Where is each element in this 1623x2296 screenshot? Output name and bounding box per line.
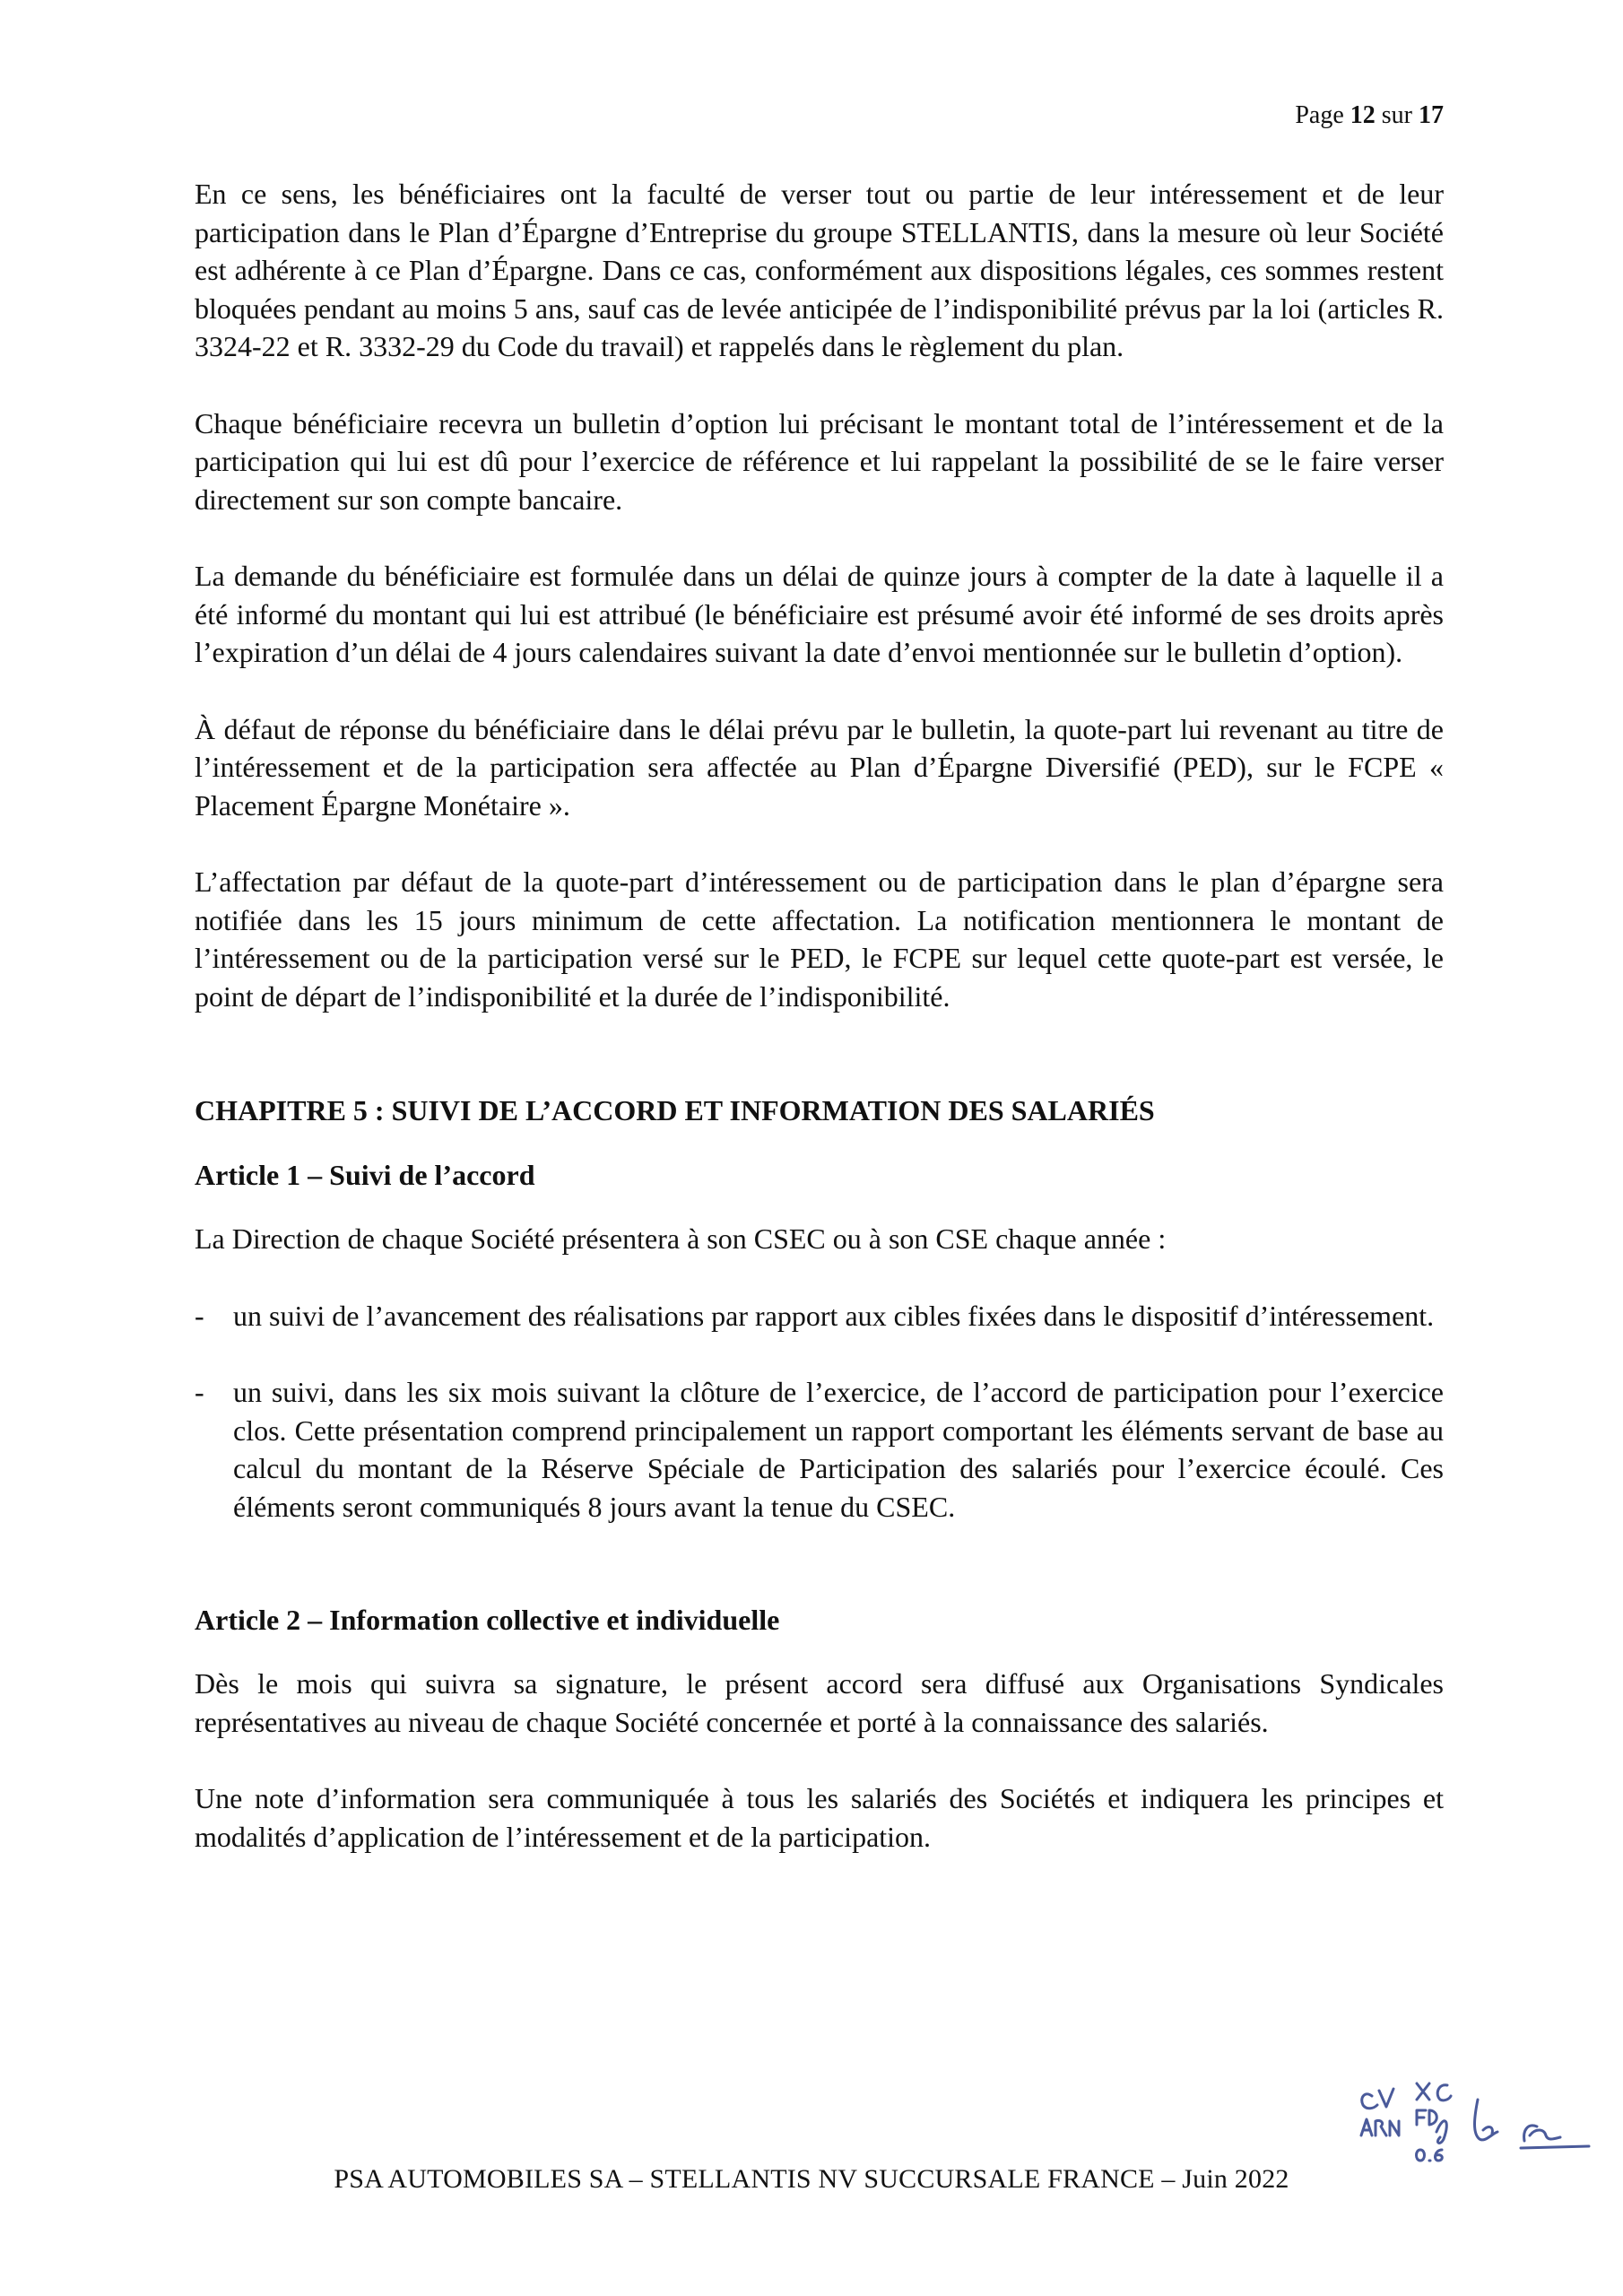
article-2-title: Article 2 – Information collective et individuelle: [195, 1604, 780, 1636]
paragraph-allocation-notice: L’affectation par défaut de la quote-part d’intéressement ou de participation dans le plan d’épargne sera notifiée dans les 15 jours minimum de cette affectation. La notification mentionnera le montant de l’intéressement ou de la participation versé sur le PED, le FCPE sur lequel cette quote-part est versée, le point de départ de l’indisponibilité et la durée de l’indisponibilité.: [195, 865, 1444, 1013]
page-separator: sur: [1381, 101, 1412, 129]
list-item-text: un suivi, dans les six mois suivant la clôture de l’exercice, de l’accord de participation pour l’exercice clos. Cette présentation comprend principalement un rapport comportant les éléments servant de base au calcul du montant de la Réserve Spéciale de Participation des salariés pour l’exercice écoulé. Ces éléments seront communiqués 8 jours avant la tenue du CSEC.: [233, 1376, 1444, 1523]
page-current: 12: [1350, 101, 1376, 129]
paragraph-option-bulletin: Chaque bénéficiaire recevra un bulletin d’option lui précisant le montant total de l’intéressement et de la participation qui lui est dû pour l’exercice de référence et lui rappelant la possibilité de se le faire verser directement sur son compte bancaire.: [195, 406, 1444, 516]
list-item: [195, 1297, 1444, 1335]
article-1-list: [195, 1297, 1444, 1526]
paragraph-default-allocation: À défaut de réponse du bénéficiaire dans le délai prévu par le bulletin, la quote-part lui revenant au titre de l’intéressement et de la participation sera affectée au Plan d’Épargne Diversifié (PED), sur le FCPE « Placement Épargne Monétaire ».: [195, 712, 1444, 822]
page-total: 17: [1419, 101, 1444, 129]
list-item-text: un suivi de l’avancement des réalisations par rapport aux cibles fixées dans le dispositif d’intéressement.: [233, 1299, 1435, 1332]
article-1-title: Article 1 – Suivi de l’accord: [195, 1159, 535, 1191]
chapter-title: CHAPITRE 5 : SUIVI DE L’ACCORD ET INFORMATION DES SALARIÉS: [195, 1094, 1155, 1126]
handwritten-initials: [1354, 2067, 1596, 2166]
document-footer: PSA AUTOMOBILES SA – STELLANTIS NV SUCCURSALE FRANCE – Juin 2022: [334, 2164, 1289, 2194]
paragraph-savings-plan: En ce sens, les bénéficiaires ont la faculté de verser tout ou partie de leur intéressement et de leur participation dans le Plan d’Épargne d’Entreprise du groupe STELLANTIS, dans la mesure où leur Société est adhérente à ce Plan d’Épargne. Dans ce cas, conformément aux dispositions légales, ces sommes restent bloquées pendant au moins 5 ans, sauf cas de levée anticipée de l’indisponibilité prévus par la loi (articles R. 3324-22 et R. 3332-29 du Code du travail) et rappelés dans le règlement du plan.: [195, 178, 1444, 362]
page-number: [1295, 100, 1444, 131]
list-item: [195, 1373, 1444, 1526]
list-bullet: -: [195, 1299, 204, 1332]
document-body: [195, 175, 1444, 1894]
page-prefix: Page: [1295, 101, 1344, 129]
article-1-intro: La Direction de chaque Société présentera à son CSEC ou à son CSE chaque année :: [195, 1222, 1167, 1255]
paragraph-request-delay: La demande du bénéficiaire est formulée dans un délai de quinze jours à compter de la date à laquelle il a été informé du montant qui lui est attribué (le bénéficiaire est présumé avoir été informé de ses droits après l’expiration d’un délai de 4 jours calendaires suivant la date d’envoi mentionnée sur le bulletin d’option).: [195, 560, 1444, 668]
list-bullet: -: [195, 1376, 204, 1408]
article-2-paragraph-information-note: Une note d’information sera communiquée à tous les salariés des Sociétés et indiquera les principes et modalités d’application de l’intéressement et de la participation.: [195, 1782, 1444, 1853]
article-2-paragraph-diffusion: Dès le mois qui suivra sa signature, le présent accord sera diffusé aux Organisations Syndicales représentatives au niveau de chaque Société concernée et porté à la connaissance des salariés.: [195, 1667, 1444, 1738]
